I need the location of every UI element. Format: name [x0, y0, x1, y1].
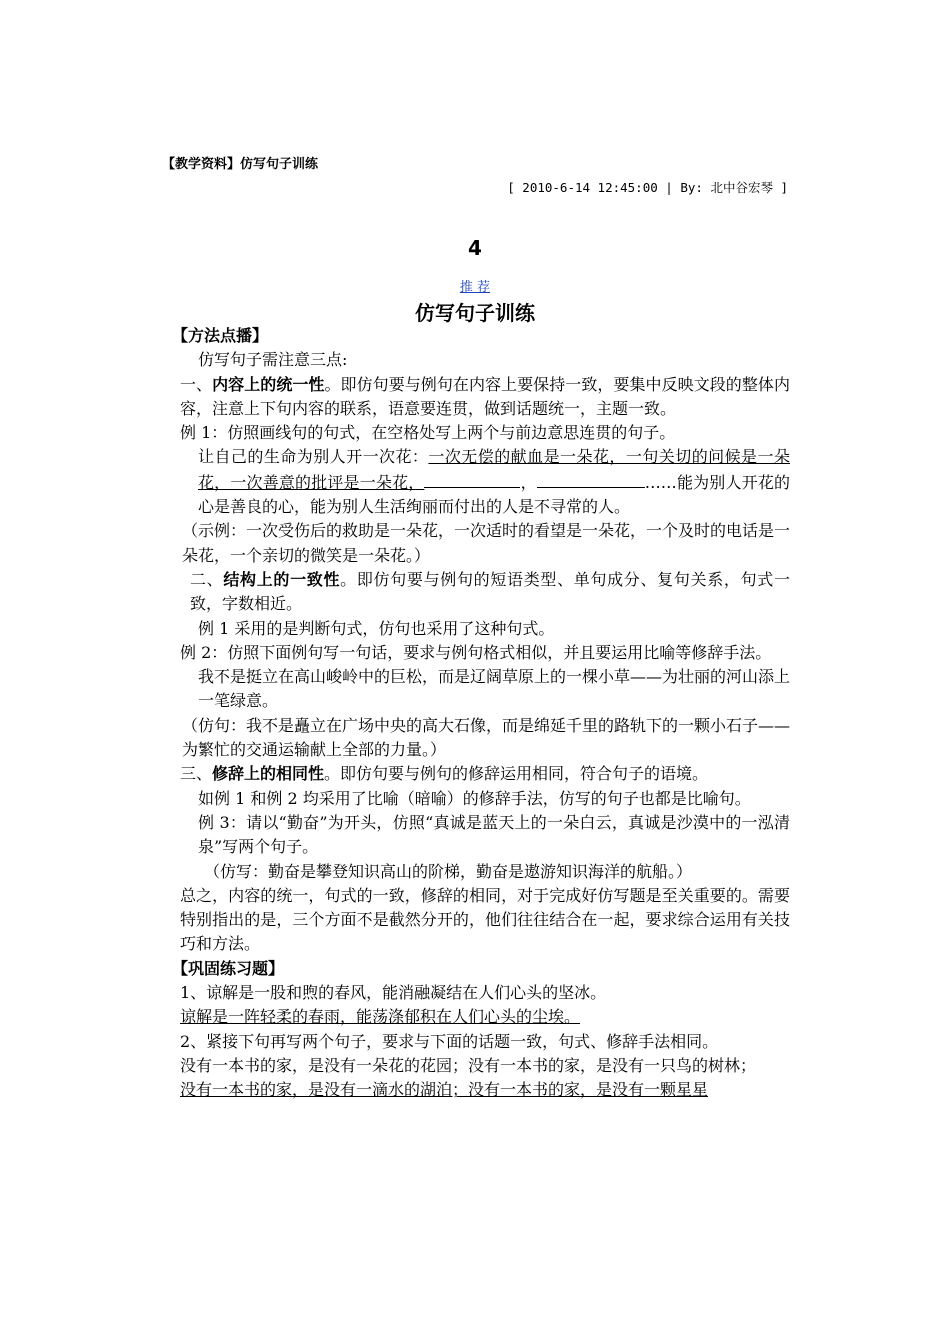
exercise-two-answer: 没有一本书的家，是没有一滴水的湖泊；没有一本书的家，是没有一颗星星	[180, 1080, 709, 1100]
doc-number: 4	[468, 236, 482, 260]
point-two-note: 例 1 采用的是判断句式，仿句也采用了这种句式。	[198, 618, 555, 638]
answer-blank-1[interactable]	[424, 470, 520, 488]
doc-header-label: 【教学资料】仿写句子训练	[162, 157, 319, 172]
example-two-prompt: 例 2：仿照下面例句写一句话，要求与例句格式相似，并且要运用比喻等修辞手法。	[180, 642, 772, 662]
example-one-passage	[162, 445, 790, 519]
exercise-one-answer-line	[162, 1005, 790, 1029]
exercise-two-answer-line	[162, 1078, 790, 1102]
point-three-note: 如例 1 和例 2 均采用了比喻（暗喻）的修辞手法，仿写的句子也都是比喻句。	[198, 788, 751, 808]
intro-paragraph: 仿写句子需注意三点:	[198, 350, 348, 370]
example-three-prompt: 例 3：请以“勤奋”为开头，仿照“真诚是蓝天上的一朵白云，真诚是沙漠中的一泓清泉”写两个句子。	[198, 812, 790, 857]
point-three-heading: 修辞上的相同性	[212, 764, 325, 784]
example-one-underlined: 一次无偿的献血是一朵花，一句关切的问候是一朵花，一次善意的批评是一朵花，	[198, 447, 790, 492]
point-two-paragraph	[162, 568, 790, 617]
exercise-two: 2、紧接下句再写两个句子，要求与下面的话题一致，句式、修辞手法相同。	[180, 1031, 719, 1051]
example-one-lead: 让自己的生命为别人开一次花：	[198, 447, 429, 467]
point-three-paragraph	[162, 762, 790, 786]
exercise-two-sentence: 没有一本书的家，是没有一朵花的花园；没有一本书的家，是没有一只鸟的树林；	[180, 1055, 757, 1075]
exercise-one-answer: 谅解是一阵轻柔的春雨，能荡涤郁积在人们心头的尘埃。	[180, 1007, 581, 1027]
point-two-prefix: 二、	[190, 569, 224, 589]
doc-meta-line: [ 2010-6-14 12:45:00 | By: 北中谷宏琴 ]	[507, 180, 788, 195]
example-two-answer: （仿句：我不是矗立在广场中央的高大石像，而是绵延千里的路轨下的一颗小石子——为繁忙的交通运输献上全部的力量。）	[182, 715, 791, 760]
point-one-paragraph	[162, 373, 790, 422]
answer-blank-2[interactable]	[537, 470, 645, 488]
point-one-prefix: 一、	[180, 374, 213, 394]
section-heading-method: 【方法点播】	[172, 326, 269, 345]
point-three-text: 。即仿句要与例句的修辞运用相同，符合句子的语境。	[324, 764, 709, 784]
example-three-answer: （仿写：勤奋是攀登知识高山的阶梯，勤奋是遨游知识海洋的航船。）	[204, 861, 693, 881]
example-one-tail: ……能为别人开花的心是善良的心，能为别人生活绚丽而付出的人是不寻常的人。	[198, 472, 790, 517]
example-one-prompt: 例 1：仿照画线句的句式，在空格处写上两个与前边意思连贯的句子。	[180, 423, 676, 443]
point-three-prefix: 三、	[180, 764, 213, 784]
example-one-comma: ，	[520, 472, 537, 492]
recommend-link[interactable]: 推 荐	[459, 280, 491, 295]
summary-paragraph: 总之，内容的统一，句式的一致，修辞的相同，对于完成好仿写题是至关重要的。需要特别指出的是，三个方面不是截然分开的，他们往往结合在一起，要求综合运用有关技巧和方法。	[180, 885, 790, 954]
point-one-heading: 内容上的统一性	[212, 374, 325, 394]
page-title: 仿写句子训练	[415, 301, 535, 325]
article-body	[162, 324, 790, 1103]
point-one-text: 。即仿句要与例句在内容上要保持一致，要集中反映文段的整体内容，注意上下句内容的联系，语意要连贯，做到话题统一，主题一致。	[180, 374, 790, 418]
section-heading-exercises: 【巩固练习题】	[172, 958, 285, 978]
exercise-one: 1、谅解是一股和煦的春风，能消融凝结在人们心头的坚冰。	[180, 983, 607, 1003]
example-two-sentence: 我不是挺立在高山峻岭中的巨松，而是辽阔草原上的一棵小草——为壮丽的河山添上一笔绿意。	[198, 667, 791, 711]
example-one-answer: （示例：一次受伤后的救助是一朵花，一次适时的看望是一朵花，一个及时的电话是一朵花，一个亲切的微笑是一朵花。）	[182, 521, 791, 565]
point-two-text: 。即仿句要与例句的短语类型、单句成分、复句关系，句式一致，字数相近。	[190, 569, 790, 614]
point-two-heading: 结构上的一致性	[223, 569, 341, 589]
